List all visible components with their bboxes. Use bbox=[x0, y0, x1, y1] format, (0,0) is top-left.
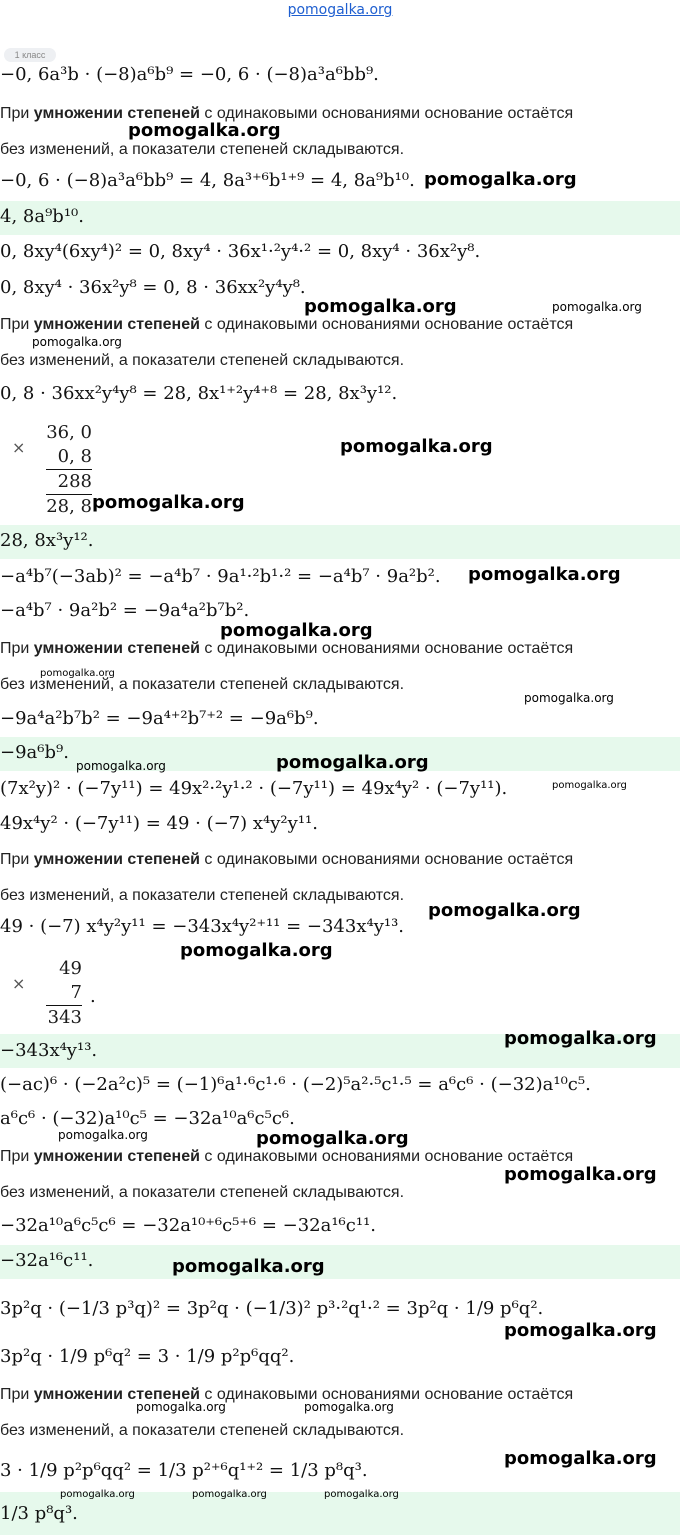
b2-calc-result: 28, 8 bbox=[46, 496, 92, 517]
b5-rule-line2: без изменений, а показатели степеней складываются. bbox=[0, 1184, 405, 1201]
b3-rule-line2: без изменений, а показатели степеней складываются. bbox=[0, 676, 405, 693]
b2-calc-a: 36, 0 bbox=[46, 422, 92, 443]
grade-badge: 1 класс bbox=[4, 48, 56, 62]
b2-calc-c: 288 bbox=[46, 469, 92, 494]
watermark: pomogalka.org bbox=[136, 1400, 226, 1414]
watermark: pomogalka.org bbox=[468, 564, 621, 585]
b5-line1: (−ac)⁶ · (−2a²c)⁵ = (−1)⁶a¹·⁶c¹·⁶ · (−2)⁵a²·⁵c¹·⁵ = a⁶c⁶ · (−32)a¹⁰c⁵. bbox=[0, 1074, 591, 1095]
b3-line3: −9a⁴a²b⁷b² = −9a⁴⁺²b⁷⁺² = −9a⁶b⁹. bbox=[0, 708, 319, 729]
b4-calc bbox=[46, 957, 82, 1030]
site-link[interactable]: pomogalka.org bbox=[287, 2, 393, 18]
watermark: pomogalka.org bbox=[32, 335, 122, 349]
watermark: pomogalka.org bbox=[180, 940, 333, 961]
watermark: pomogalka.org bbox=[172, 1256, 325, 1277]
watermark: pomogalka.org bbox=[92, 492, 245, 513]
b4-calc-sign: × bbox=[12, 974, 26, 993]
b2-calc bbox=[46, 421, 92, 519]
watermark: pomogalka.org bbox=[504, 1320, 657, 1341]
b5-rule-line1: При умножении степеней с одинаковыми основаниями основание остаётся bbox=[0, 1148, 574, 1165]
b6-line1: 3p²q · (−1/3 p³q)² = 3p²q · (−1/3)² p³·²q¹·² = 3p²q · 1/9 p⁶q². bbox=[0, 1298, 544, 1319]
b3-line2: −a⁴b⁷ · 9a²b² = −9a⁴a²b⁷b². bbox=[0, 600, 250, 621]
watermark: pomogalka.org bbox=[524, 691, 614, 705]
watermark: pomogalka.org bbox=[424, 169, 577, 190]
b2-calc-b: 0, 8 bbox=[57, 446, 92, 467]
b5-line2: a⁶c⁶ · (−32)a¹⁰c⁵ = −32a¹⁰a⁶c⁵c⁶. bbox=[0, 1108, 295, 1129]
b4-line1: (7x²y)² · (−7y¹¹) = 49x²·²y¹·² · (−7y¹¹) = 49x⁴y² · (−7y¹¹). bbox=[0, 778, 508, 799]
b2-calc-sign: × bbox=[12, 438, 26, 457]
b1-line2: −0, 6 · (−8)a³a⁶bb⁹ = 4, 8a³⁺⁶b¹⁺⁹ = 4, 8a⁹b¹⁰. bbox=[0, 170, 415, 191]
b5-answer: −32a¹⁶c¹¹. bbox=[0, 1250, 94, 1271]
b2-line1: 0, 8xy⁴(6xy⁴)² = 0, 8xy⁴ · 36x¹·²y⁴·² = 0, 8xy⁴ · 36x²y⁸. bbox=[0, 241, 481, 262]
watermark: pomogalka.org bbox=[304, 1400, 394, 1414]
b2-rule-line1: При умножении степеней с одинаковыми основаниями основание остаётся bbox=[0, 316, 574, 333]
b1-answer: 4, 8a⁹b¹⁰. bbox=[0, 206, 84, 227]
b6-line2: 3p²q · 1/9 p⁶q² = 3 · 1/9 p²p⁶qq². bbox=[0, 1346, 295, 1367]
watermark: pomogalka.org bbox=[304, 296, 457, 317]
b4-line2: 49x⁴y² · (−7y¹¹) = 49 · (−7) x⁴y²y¹¹. bbox=[0, 813, 318, 834]
b4-line3: 49 · (−7) x⁴y²y¹¹ = −343x⁴y²⁺¹¹ = −343x⁴y¹³. bbox=[0, 916, 405, 937]
b1-line1: −0, 6a³b · (−8)a⁶b⁹ = −0, 6 · (−8)a³a⁶bb⁹. bbox=[0, 64, 379, 85]
b3-rule-line1: При умножении степеней с одинаковыми основаниями основание остаётся bbox=[0, 640, 574, 657]
watermark: pomogalka.org bbox=[552, 780, 627, 791]
b5-line3: −32a¹⁰a⁶c⁵c⁶ = −32a¹⁰⁺⁶c⁵⁺⁶ = −32a¹⁶c¹¹. bbox=[0, 1215, 377, 1236]
b2-answer: 28, 8x³y¹². bbox=[0, 530, 94, 551]
watermark: pomogalka.org bbox=[256, 1128, 409, 1149]
b4-rule-line1: При умножении степеней с одинаковыми основаниями основание остаётся bbox=[0, 851, 574, 868]
b2-answer-bar bbox=[0, 525, 680, 559]
watermark: pomogalka.org bbox=[128, 120, 281, 141]
watermark: pomogalka.org bbox=[340, 436, 493, 457]
watermark: pomogalka.org bbox=[58, 1128, 148, 1142]
b2-line3: 0, 8 · 36xx²y⁴y⁸ = 28, 8x¹⁺²y⁴⁺⁸ = 28, 8x³y¹². bbox=[0, 383, 398, 404]
b4-answer: −343x⁴y¹³. bbox=[0, 1040, 98, 1061]
b6-answer: 1/3 p⁸q³. bbox=[0, 1503, 78, 1524]
watermark: pomogalka.org bbox=[552, 300, 642, 314]
b2-rule-line2: без изменений, а показатели степеней складываются. bbox=[0, 352, 405, 369]
watermark: pomogalka.org bbox=[220, 620, 373, 641]
b1-rule-line1: При умножении степеней с одинаковыми основаниями основание остаётся bbox=[0, 105, 574, 122]
b1-rule-line2: без изменений, а показатели степеней складываются. bbox=[0, 141, 405, 158]
watermark: pomogalka.org bbox=[504, 1164, 657, 1185]
b4-calc-result: 343 bbox=[47, 1007, 82, 1028]
b4-calc-b: 7 bbox=[70, 982, 82, 1003]
b6-rule-line1: При умножении степеней с одинаковыми основаниями основание остаётся bbox=[0, 1386, 574, 1403]
b4-calc-a: 49 bbox=[59, 958, 82, 979]
watermark: pomogalka.org bbox=[428, 900, 581, 921]
watermark: pomogalka.org bbox=[192, 1489, 267, 1500]
watermark: pomogalka.org bbox=[276, 752, 429, 773]
watermark: pomogalka.org bbox=[40, 668, 115, 679]
watermark: pomogalka.org bbox=[60, 1489, 135, 1500]
watermark: pomogalka.org bbox=[504, 1028, 657, 1049]
b5-answer-bar bbox=[0, 1245, 680, 1279]
b1-answer-bar bbox=[0, 201, 680, 235]
b4-rule-line2: без изменений, а показатели степеней складываются. bbox=[0, 887, 405, 904]
b6-line3: 3 · 1/9 p²p⁶qq² = 1/3 p²⁺⁶q¹⁺² = 1/3 p⁸q³. bbox=[0, 1460, 368, 1481]
watermark: pomogalka.org bbox=[76, 759, 166, 773]
b1-rule-bold: умножении степеней bbox=[33, 105, 200, 122]
watermark: pomogalka.org bbox=[324, 1489, 399, 1500]
b3-line1: −a⁴b⁷(−3ab)² = −a⁴b⁷ · 9a¹·²b¹·² = −a⁴b⁷ · 9a²b². bbox=[0, 566, 441, 587]
b2-line2: 0, 8xy⁴ · 36x²y⁸ = 0, 8 · 36xx²y⁴y⁸. bbox=[0, 277, 306, 298]
watermark: pomogalka.org bbox=[504, 1448, 657, 1469]
b4-calc-tail: . bbox=[90, 986, 96, 1007]
b3-answer: −9a⁶b⁹. bbox=[0, 742, 69, 763]
b6-rule-line2: без изменений, а показатели степеней складываются. bbox=[0, 1422, 405, 1439]
